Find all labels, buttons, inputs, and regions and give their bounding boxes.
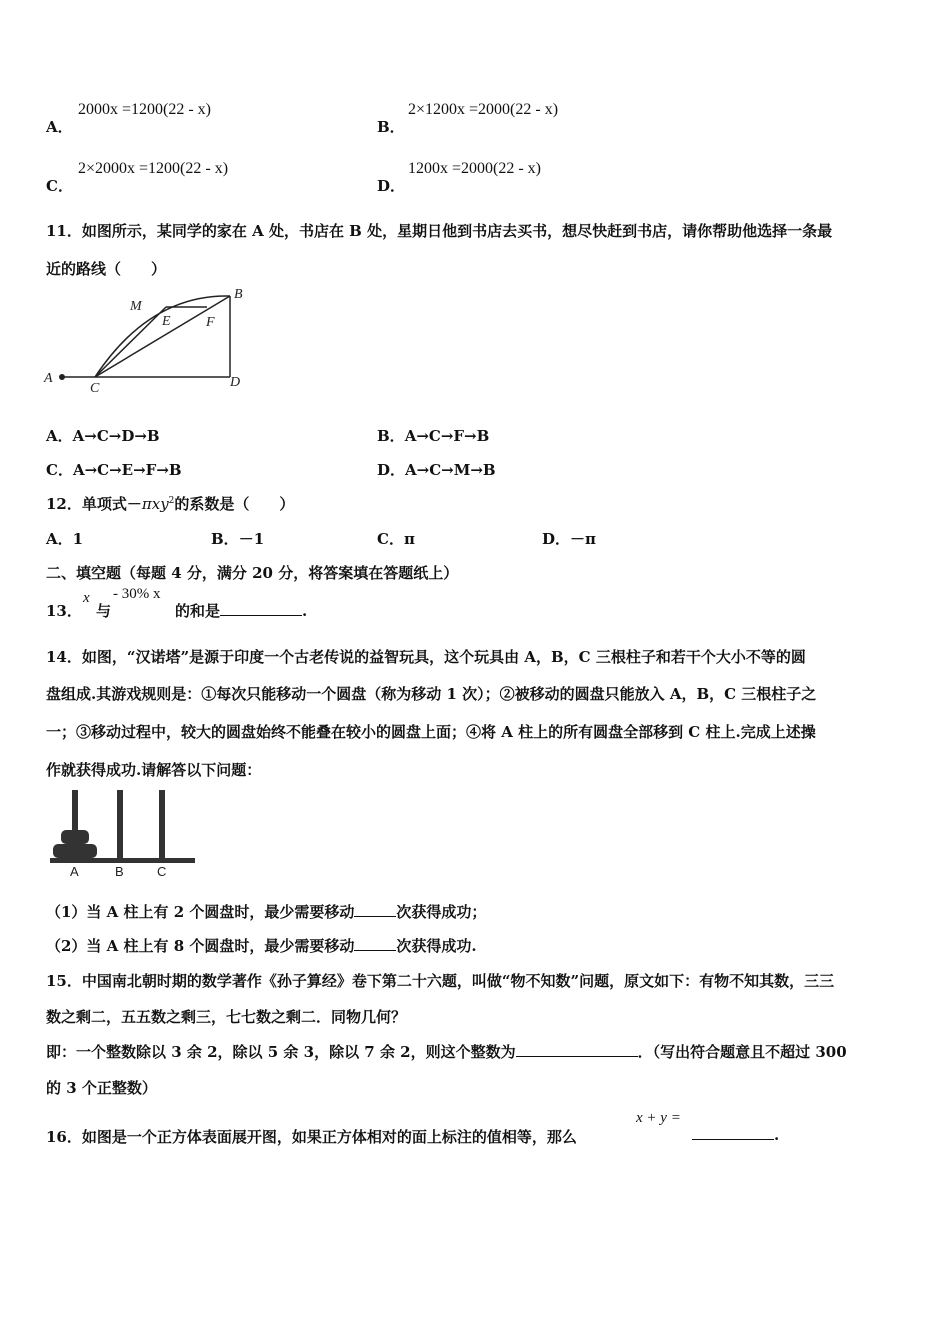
q12-option-b: B．－1 xyxy=(211,530,265,548)
q14-text-line1: 14．如图，“汉诺塔”是源于印度一个古老传说的益智玩具，这个玩具由 A，B，C 三根柱子和若干个大小不等的圆 xyxy=(46,648,806,666)
label-f: F xyxy=(206,315,215,330)
segment-c-e xyxy=(95,307,166,377)
q14-sub2: （2）当 A 柱上有 8 个圆盘时，最少需要移动 次获得成功. xyxy=(46,937,477,955)
q15-text-line2: 数之剩二，五五数之剩三，七七数之剩二．同物几何？ xyxy=(46,1008,407,1026)
hanoi-disk-large xyxy=(53,844,97,858)
q13-answer-blank[interactable] xyxy=(220,603,302,616)
q11-text-line2: 近的路线（ ） xyxy=(46,260,167,278)
label-c: C xyxy=(90,381,100,396)
q14-hanoi-figure xyxy=(46,786,201,881)
q10-option-d-label: D． xyxy=(377,177,406,195)
q15-answer-blank[interactable] xyxy=(516,1044,638,1057)
q16-answer-blank[interactable] xyxy=(692,1127,774,1140)
hanoi-rod-c xyxy=(159,790,165,860)
q10-option-b-expr: 2×1200x =2000(22 - x) xyxy=(408,101,559,118)
q11-option-c: C．A→C→E→F→B xyxy=(46,461,182,479)
q11-option-b: B．A→C→F→B xyxy=(377,427,490,445)
q10-option-c-expr: 2×2000x =1200(22 - x) xyxy=(78,160,229,177)
q12-option-d: D．－π xyxy=(542,530,596,548)
point-a xyxy=(59,374,65,380)
q14-text-line3: 一；③移动过程中，较大的圆盘始终不能叠在较小的圆盘上面；④将 A 柱上的所有圆盘全部移到 C 柱上.完成上述操 xyxy=(46,723,816,741)
q16-text: 16．如图是一个正方体表面展开图，如果正方体相对的面上标注的值相等，那么 xyxy=(46,1128,577,1146)
hanoi-label-a: A xyxy=(70,864,79,879)
q16-answer: . xyxy=(692,1126,779,1144)
hanoi-disk-small xyxy=(61,830,89,844)
q11-text-line1: 11．如图所示，某同学的家在 A 处，书店在 B 处，星期日他到书店去买书，想尽快赶到书店，请你帮助他选择一条最 xyxy=(46,222,833,240)
q12-option-a: A．1 xyxy=(46,530,84,548)
q14-text-line2: 盘组成.其游戏规则是：①每次只能移动一个圆盘（称为移动 1 次）；②被移动的圆盘只能放入 A，B，C 三根柱子之 xyxy=(46,685,817,703)
label-a: A xyxy=(44,371,53,386)
q10-option-c-label: C． xyxy=(46,177,73,195)
q14-text-line4: 作就获得成功.请解答以下问题： xyxy=(46,761,262,779)
label-b: B xyxy=(234,287,243,302)
q12-option-c: C．π xyxy=(377,530,415,548)
q14-sub2-answer-blank[interactable] xyxy=(354,938,396,951)
q13-tail: 的和是 . xyxy=(175,602,308,620)
q13-number: 13． xyxy=(46,602,82,620)
hanoi-label-c: C xyxy=(157,864,167,879)
q10-option-d-expr: 1200x =2000(22 - x) xyxy=(408,160,542,177)
section-heading-fill-in: 二、填空题（每题 4 分，满分 20 分，将答案填在答题纸上） xyxy=(46,564,459,582)
q10-option-a-expr: 2000x =1200(22 - x) xyxy=(78,101,212,118)
q16-expr: x + y = xyxy=(636,1110,681,1126)
hanoi-rod-b xyxy=(117,790,123,860)
q14-sub1-answer-blank[interactable] xyxy=(354,904,396,917)
segment-c-b xyxy=(95,296,230,377)
q13-and: 与 xyxy=(96,602,112,620)
label-e: E xyxy=(162,314,171,329)
q11-option-d: D．A→C→M→B xyxy=(377,461,496,479)
q13-x: x xyxy=(83,590,90,606)
q15-text-line3: 即：一个整数除以 3 余 2，除以 5 余 3，除以 7 余 2，则这个整数为 ．（写出符合题意且不超过 300 xyxy=(46,1043,847,1061)
q14-sub1: （1）当 A 柱上有 2 个圆盘时，最少需要移动 次获得成功； xyxy=(46,903,487,921)
label-m: M xyxy=(130,299,142,314)
q12-text: 12．单项式－πxy$^2$的系数是（ ） xyxy=(46,495,295,513)
q11-route-figure xyxy=(40,282,260,397)
label-d: D xyxy=(230,375,241,390)
q15-text-line4: 的 3 个正整数） xyxy=(46,1079,157,1097)
hanoi-label-b: B xyxy=(115,864,124,879)
q11-option-a: A．A→C→D→B xyxy=(46,427,160,445)
q10-option-a-label: A． xyxy=(46,118,73,136)
q10-option-b-label: B． xyxy=(377,118,405,136)
q15-text-line1: 15．中国南北朝时期的数学著作《孙子算经》卷下第二十六题，叫做“物不知数”问题，原文如下：有物不知其数，三三 xyxy=(46,972,835,990)
q13-expr: - 30% x xyxy=(113,586,161,602)
